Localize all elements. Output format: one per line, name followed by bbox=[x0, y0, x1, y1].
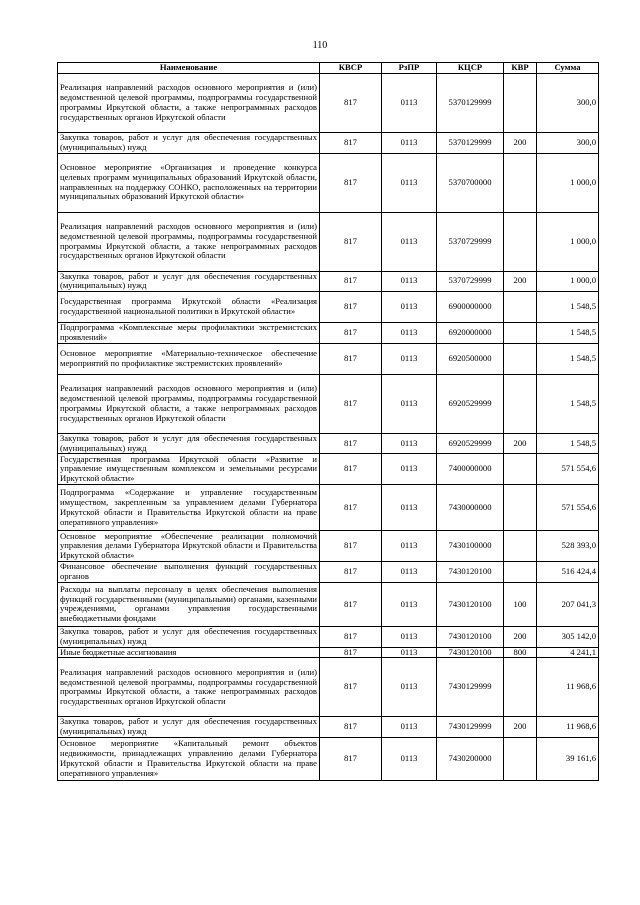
cell-sum: 1 548,5 bbox=[537, 323, 599, 344]
cell-rzpr: 0113 bbox=[382, 531, 437, 562]
table-row bbox=[58, 454, 599, 485]
cell-kcsr: 7430120100 bbox=[437, 626, 504, 647]
cell-kcsr: 6920529999 bbox=[437, 433, 504, 454]
cell-kvr: 200 bbox=[504, 133, 537, 154]
cell-kvsr: 817 bbox=[320, 647, 382, 658]
cell-rzpr: 0113 bbox=[382, 323, 437, 344]
cell-sum: 1 548,5 bbox=[537, 374, 599, 433]
cell-kcsr: 5370729999 bbox=[437, 271, 504, 292]
cell-kvsr: 817 bbox=[320, 658, 382, 717]
cell-kcsr: 6920529999 bbox=[437, 374, 504, 433]
table-row bbox=[58, 271, 599, 292]
column-header-sum: Сумма bbox=[537, 63, 599, 74]
cell-kvsr: 817 bbox=[320, 343, 382, 374]
cell-kvr bbox=[504, 153, 537, 212]
cell-kvr bbox=[504, 658, 537, 717]
cell-name: Реализация направлений расходов основного мероприятия и (или) ведомственной целевой программы, подпрограммы государственной программы Иркутской области, а также непрограммных расходов государственных органов Иркутской области bbox=[58, 374, 320, 433]
cell-kvr bbox=[504, 485, 537, 531]
cell-kvr: 200 bbox=[504, 433, 537, 454]
table-row bbox=[58, 74, 599, 133]
cell-kvr bbox=[504, 292, 537, 323]
cell-kvr bbox=[504, 212, 537, 271]
cell-rzpr: 0113 bbox=[382, 433, 437, 454]
cell-kcsr: 7430129999 bbox=[437, 658, 504, 717]
cell-sum: 1 548,5 bbox=[537, 343, 599, 374]
table-row bbox=[58, 323, 599, 344]
cell-kvsr: 817 bbox=[320, 153, 382, 212]
cell-rzpr: 0113 bbox=[382, 717, 437, 738]
cell-kcsr: 7430120100 bbox=[437, 647, 504, 658]
cell-rzpr: 0113 bbox=[382, 454, 437, 485]
cell-kcsr: 6920000000 bbox=[437, 323, 504, 344]
cell-kvr: 200 bbox=[504, 717, 537, 738]
cell-rzpr: 0113 bbox=[382, 292, 437, 323]
cell-rzpr: 0113 bbox=[382, 374, 437, 433]
cell-name: Закупка товаров, работ и услуг для обеспечения государственных (муниципальных) нужд bbox=[58, 133, 320, 154]
cell-kvsr: 817 bbox=[320, 292, 382, 323]
cell-name: Государственная программа Иркутской области «Реализация государственной национальной политики в Иркутской области» bbox=[58, 292, 320, 323]
cell-sum: 305 142,0 bbox=[537, 626, 599, 647]
cell-kvr bbox=[504, 454, 537, 485]
table-row bbox=[58, 658, 599, 717]
cell-kcsr: 6900000000 bbox=[437, 292, 504, 323]
table-row bbox=[58, 133, 599, 154]
cell-sum: 300,0 bbox=[537, 74, 599, 133]
cell-kcsr: 5370700000 bbox=[437, 153, 504, 212]
table-row bbox=[58, 562, 599, 583]
cell-name: Реализация направлений расходов основного мероприятия и (или) ведомственной целевой программы, подпрограммы государственной программы Иркутской области, а также непрограммных расходов государственных органов Иркутской области bbox=[58, 212, 320, 271]
column-header-kvr: КВР bbox=[504, 63, 537, 74]
cell-kvsr: 817 bbox=[320, 737, 382, 780]
cell-kvsr: 817 bbox=[320, 562, 382, 583]
cell-kvr bbox=[504, 562, 537, 583]
cell-rzpr: 0113 bbox=[382, 582, 437, 626]
table-row bbox=[58, 153, 599, 212]
cell-kvr bbox=[504, 531, 537, 562]
table-row bbox=[58, 737, 599, 780]
cell-kcsr: 7430120100 bbox=[437, 582, 504, 626]
table-row bbox=[58, 292, 599, 323]
cell-sum: 571 554,6 bbox=[537, 454, 599, 485]
cell-name: Подпрограмма «Содержание и управление государственным имуществом, закрепленным за управлением делами Губернатора Иркутской области и Правительства Иркутской области на праве оперативного управления» bbox=[58, 485, 320, 531]
table-row bbox=[58, 212, 599, 271]
cell-name: Реализация направлений расходов основного мероприятия и (или) ведомственной целевой программы, подпрограммы государственной программы Иркутской области, а также непрограммных расходов государственных органов Иркутской области bbox=[58, 658, 320, 717]
table-row bbox=[58, 531, 599, 562]
cell-kvr: 800 bbox=[504, 647, 537, 658]
cell-kcsr: 5370129999 bbox=[437, 133, 504, 154]
cell-rzpr: 0113 bbox=[382, 133, 437, 154]
cell-kvr: 200 bbox=[504, 271, 537, 292]
cell-name: Иные бюджетные ассигнования bbox=[58, 647, 320, 658]
cell-kvr bbox=[504, 737, 537, 780]
cell-kvsr: 817 bbox=[320, 433, 382, 454]
cell-kcsr: 7430000000 bbox=[437, 485, 504, 531]
cell-kvsr: 817 bbox=[320, 582, 382, 626]
cell-kvsr: 817 bbox=[320, 271, 382, 292]
cell-name: Основное мероприятие «Материально-техническое обеспечение мероприятий по профилактике экстремистских проявлений» bbox=[58, 343, 320, 374]
cell-rzpr: 0113 bbox=[382, 153, 437, 212]
cell-kvsr: 817 bbox=[320, 454, 382, 485]
cell-name: Закупка товаров, работ и услуг для обеспечения государственных (муниципальных) нужд bbox=[58, 271, 320, 292]
table-row bbox=[58, 374, 599, 433]
cell-name: Государственная программа Иркутской области «Развитие и управление имущественным комплексом и земельными ресурсами Иркутской области» bbox=[58, 454, 320, 485]
cell-kcsr: 7430120100 bbox=[437, 562, 504, 583]
column-header-rzpr: РзПР bbox=[382, 63, 437, 74]
cell-name: Закупка товаров, работ и услуг для обеспечения государственных (муниципальных) нужд bbox=[58, 717, 320, 738]
cell-sum: 1 548,5 bbox=[537, 292, 599, 323]
cell-kcsr: 5370729999 bbox=[437, 212, 504, 271]
cell-name: Реализация направлений расходов основного мероприятия и (или) ведомственной целевой программы, подпрограммы государственной программы Иркутской области, а также непрограммных расходов государственных органов Иркутской области bbox=[58, 74, 320, 133]
cell-sum: 528 393,0 bbox=[537, 531, 599, 562]
table-row bbox=[58, 717, 599, 738]
cell-kcsr: 7430200000 bbox=[437, 737, 504, 780]
cell-kcsr: 7430129999 bbox=[437, 717, 504, 738]
table-header-row bbox=[58, 63, 599, 74]
cell-name: Основное мероприятие «Обеспечение реализации полномочий управления делами Губернатора Иркутской области и Правительства Иркутской области» bbox=[58, 531, 320, 562]
budget-table bbox=[57, 62, 599, 781]
cell-name: Закупка товаров, работ и услуг для обеспечения государственных (муниципальных) нужд bbox=[58, 626, 320, 647]
page-number: 110 bbox=[312, 40, 328, 51]
cell-rzpr: 0113 bbox=[382, 737, 437, 780]
cell-sum: 11 968,6 bbox=[537, 658, 599, 717]
cell-rzpr: 0113 bbox=[382, 626, 437, 647]
cell-name: Подпрограмма «Комплексные меры профилактики экстремистских проявлений» bbox=[58, 323, 320, 344]
cell-sum: 11 968,6 bbox=[537, 717, 599, 738]
cell-sum: 39 161,6 bbox=[537, 737, 599, 780]
cell-rzpr: 0113 bbox=[382, 485, 437, 531]
cell-kvsr: 817 bbox=[320, 485, 382, 531]
table-row bbox=[58, 626, 599, 647]
cell-kvsr: 817 bbox=[320, 626, 382, 647]
table-row bbox=[58, 343, 599, 374]
cell-kvr: 200 bbox=[504, 626, 537, 647]
table-row bbox=[58, 647, 599, 658]
cell-kvsr: 817 bbox=[320, 531, 382, 562]
cell-kvsr: 817 bbox=[320, 74, 382, 133]
column-header-name: Наименование bbox=[58, 63, 320, 74]
cell-name: Расходы на выплаты персоналу в целях обеспечения выполнения функций государственными (муниципальными) органами, казенными учреждениями, органами управления государственными внебюджетными фондами bbox=[58, 582, 320, 626]
cell-rzpr: 0113 bbox=[382, 271, 437, 292]
cell-rzpr: 0113 bbox=[382, 74, 437, 133]
cell-sum: 571 554,6 bbox=[537, 485, 599, 531]
cell-sum: 516 424,4 bbox=[537, 562, 599, 583]
cell-name: Основное мероприятие «Организация и проведение конкурса целевых программ муниципальных образований Иркутской области, направленных на поддержку СОНКО, расположенных на территории муниципальных образований Иркутской области» bbox=[58, 153, 320, 212]
cell-rzpr: 0113 bbox=[382, 562, 437, 583]
column-header-kcsr: КЦСР bbox=[437, 63, 504, 74]
cell-rzpr: 0113 bbox=[382, 212, 437, 271]
column-header-kvsr: КВСР bbox=[320, 63, 382, 74]
cell-rzpr: 0113 bbox=[382, 343, 437, 374]
cell-name: Закупка товаров, работ и услуг для обеспечения государственных (муниципальных) нужд bbox=[58, 433, 320, 454]
cell-kvsr: 817 bbox=[320, 212, 382, 271]
cell-kvr bbox=[504, 343, 537, 374]
cell-kvsr: 817 bbox=[320, 717, 382, 738]
cell-kvr bbox=[504, 374, 537, 433]
cell-name: Финансовое обеспечение выполнения функций государственных органов bbox=[58, 562, 320, 583]
cell-kvsr: 817 bbox=[320, 133, 382, 154]
cell-kvr bbox=[504, 323, 537, 344]
cell-kvsr: 817 bbox=[320, 374, 382, 433]
cell-kcsr: 7400000000 bbox=[437, 454, 504, 485]
cell-rzpr: 0113 bbox=[382, 647, 437, 658]
cell-kcsr: 6920500000 bbox=[437, 343, 504, 374]
cell-sum: 300,0 bbox=[537, 133, 599, 154]
cell-sum: 4 241,1 bbox=[537, 647, 599, 658]
cell-kvr: 100 bbox=[504, 582, 537, 626]
cell-kcsr: 5370129999 bbox=[437, 74, 504, 133]
cell-kcsr: 7430100000 bbox=[437, 531, 504, 562]
cell-kvr bbox=[504, 74, 537, 133]
table-row bbox=[58, 485, 599, 531]
cell-name: Основное мероприятие «Капитальный ремонт объектов недвижимости, принадлежащих управлению делами Губернатора Иркутской области и Правительства Иркутской области на праве оперативного управления» bbox=[58, 737, 320, 780]
table-row bbox=[58, 433, 599, 454]
cell-sum: 207 041,3 bbox=[537, 582, 599, 626]
cell-sum: 1 000,0 bbox=[537, 153, 599, 212]
cell-kvsr: 817 bbox=[320, 323, 382, 344]
table-row bbox=[58, 582, 599, 626]
cell-sum: 1 548,5 bbox=[537, 433, 599, 454]
cell-sum: 1 000,0 bbox=[537, 212, 599, 271]
cell-rzpr: 0113 bbox=[382, 658, 437, 717]
cell-sum: 1 000,0 bbox=[537, 271, 599, 292]
